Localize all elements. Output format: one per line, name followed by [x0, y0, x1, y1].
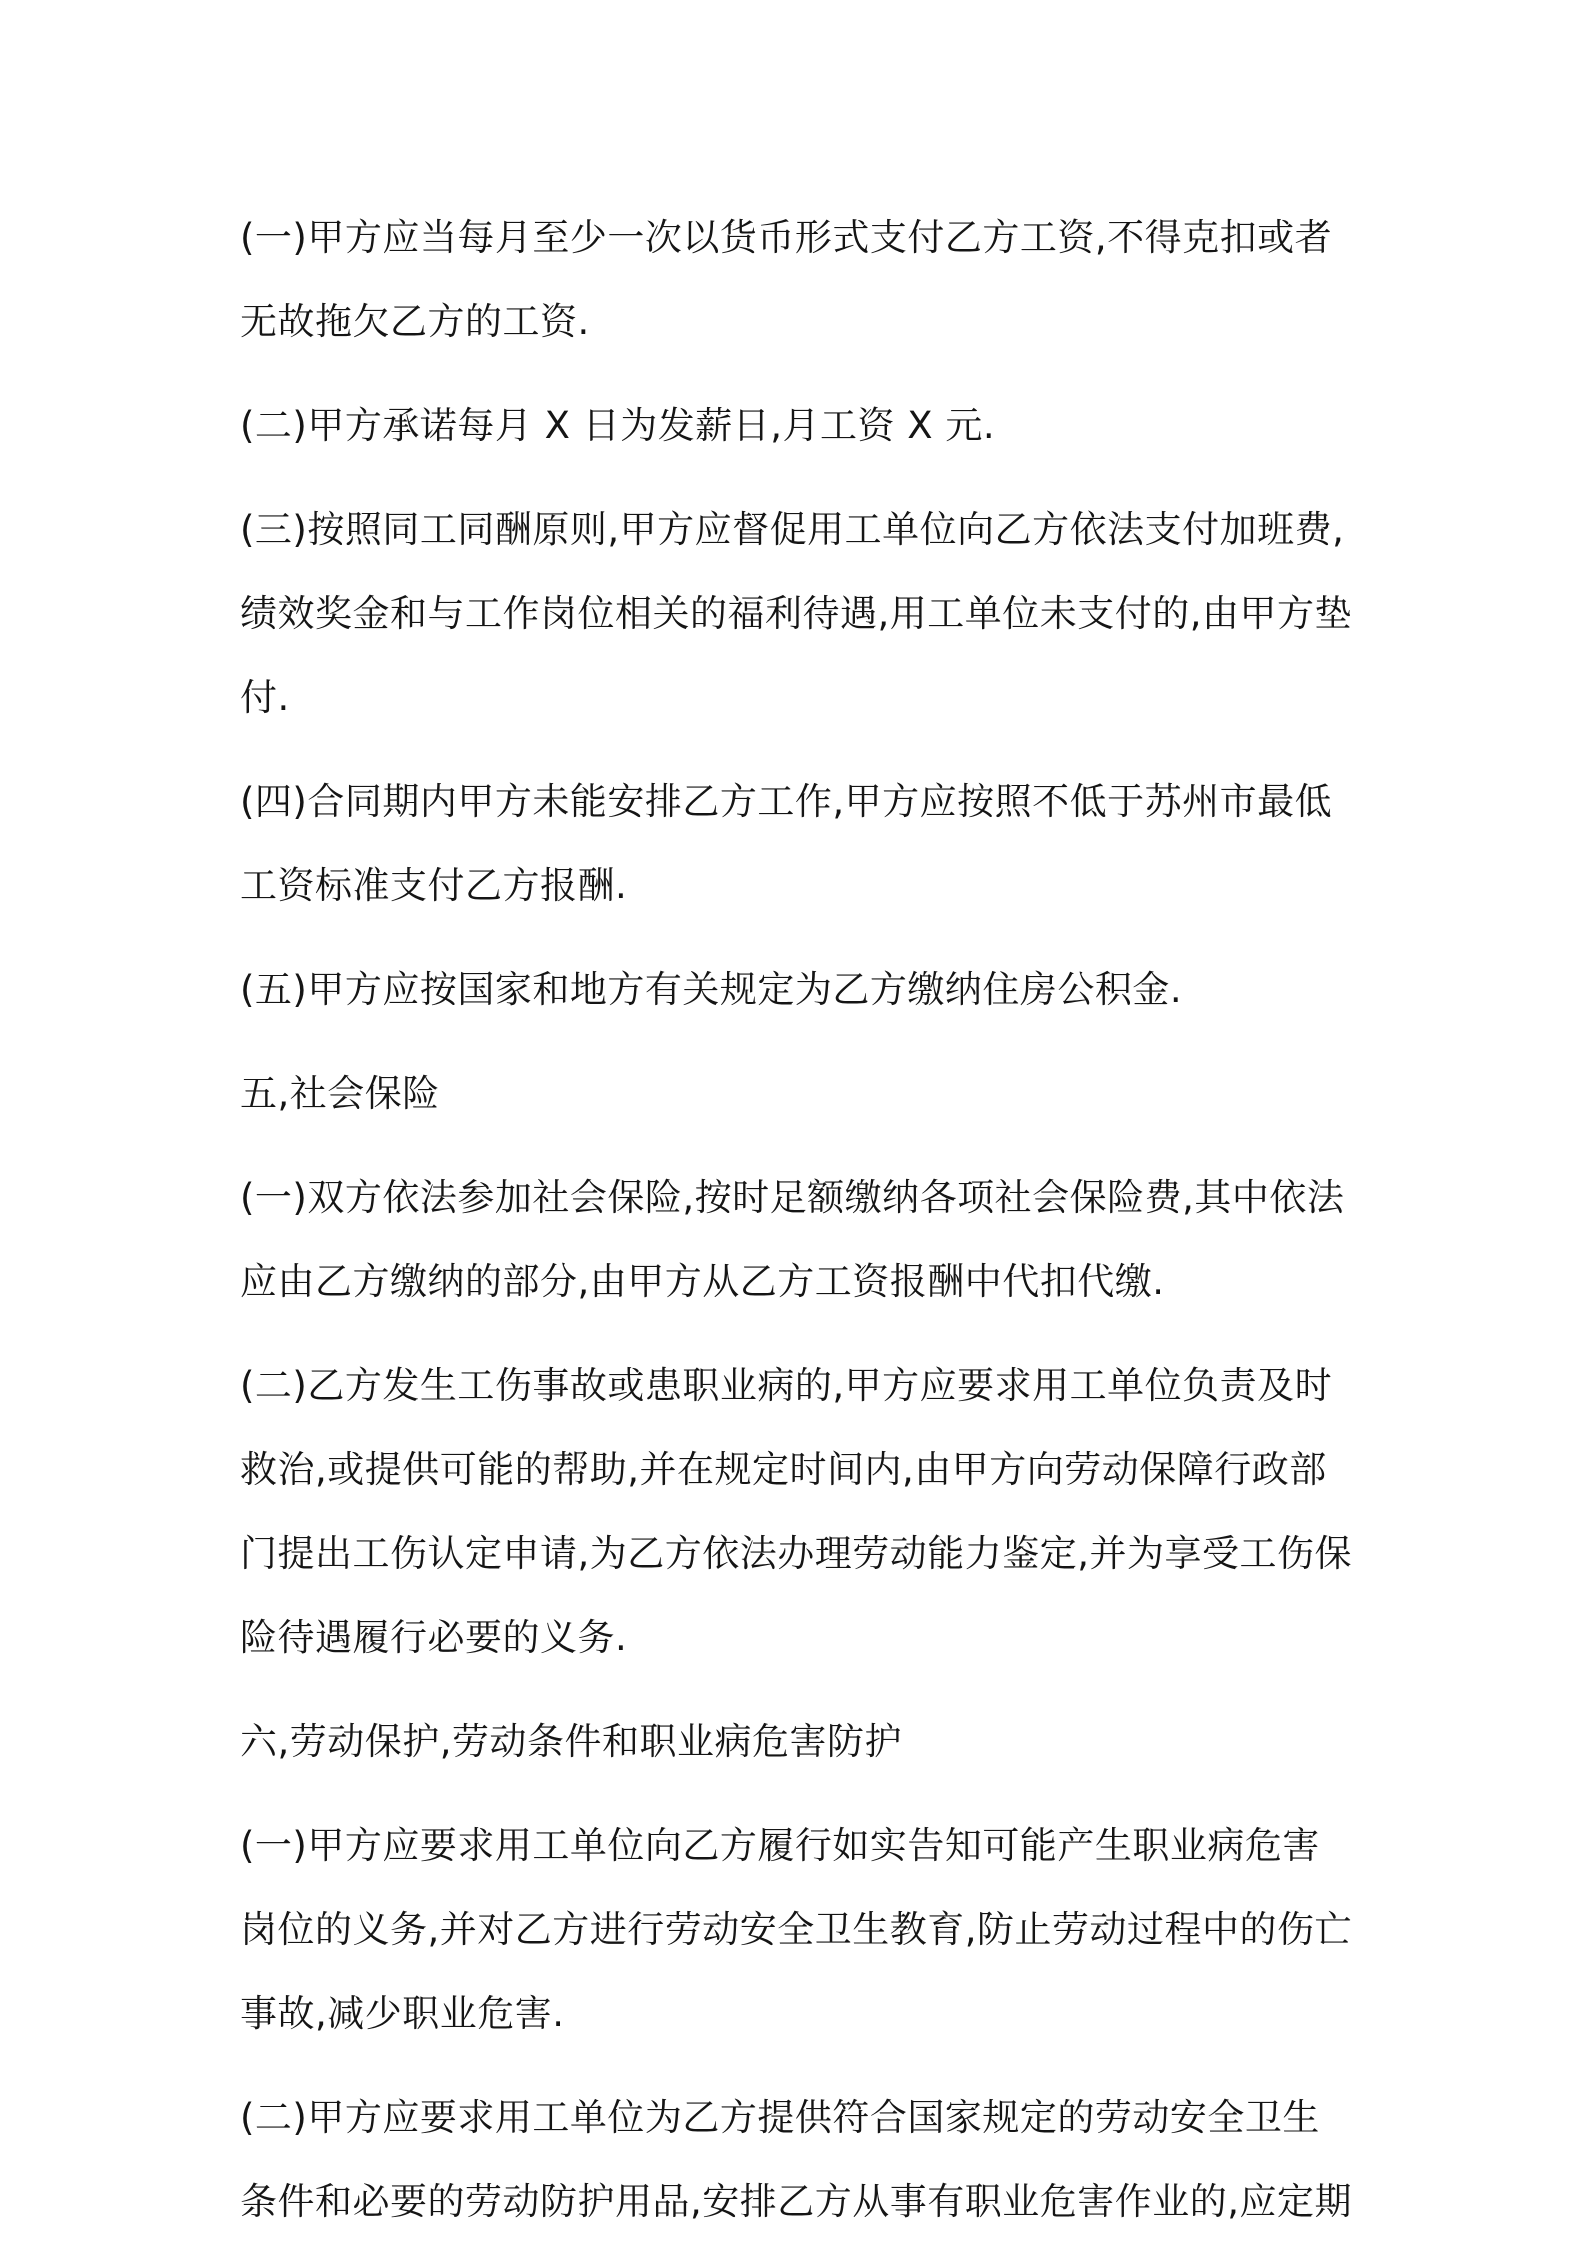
text-line: (三)按照同工同酬原则,甲方应督促用工单位向乙方依法支付加班费,	[240, 508, 1345, 551]
section-heading-labor-protection	[240, 1700, 1360, 1784]
text-line: (二)甲方应要求用工单位为乙方提供符合国家规定的劳动安全卫生	[240, 2096, 1320, 2139]
heading-text: 五,社会保险	[240, 1072, 440, 1115]
document-body	[240, 196, 1360, 2264]
paragraph-equal-pay	[240, 488, 1360, 740]
text-line: 工资标准支付乙方报酬.	[240, 864, 628, 907]
text-line: (二)乙方发生工伤事故或患职业病的,甲方应要求用工单位负责及时	[240, 1364, 1333, 1407]
text-line: (二)甲方承诺每月 X 日为发薪日,月工资 X 元.	[240, 404, 996, 447]
text-line: 条件和必要的劳动防护用品,安排乙方从事有职业危害作业的,应定期	[240, 2180, 1353, 2223]
text-line: 事故,减少职业危害.	[240, 1992, 565, 2035]
text-line: 救治,或提供可能的帮助,并在规定时间内,由甲方向劳动保障行政部	[240, 1448, 1327, 1491]
paragraph-payday	[240, 384, 1360, 468]
paragraph-minimum-wage	[240, 760, 1360, 928]
text-line: (四)合同期内甲方未能安排乙方工作,甲方应按照不低于苏州市最低	[240, 780, 1333, 823]
paragraph-hazard-notification	[240, 1804, 1360, 2056]
paragraph-safety-conditions	[240, 2076, 1360, 2244]
text-line: (一)甲方应要求用工单位向乙方履行如实告知可能产生职业病危害	[240, 1824, 1320, 1867]
text-line: 无故拖欠乙方的工资.	[240, 300, 590, 343]
text-line: 应由乙方缴纳的部分,由甲方从乙方工资报酬中代扣代缴.	[240, 1260, 1165, 1303]
text-line: 付.	[240, 676, 290, 719]
text-line: (一)双方依法参加社会保险,按时足额缴纳各项社会保险费,其中依法	[240, 1176, 1345, 1219]
paragraph-insurance-contribution	[240, 1156, 1360, 1324]
text-line: (一)甲方应当每月至少一次以货币形式支付乙方工资,不得克扣或者	[240, 216, 1333, 259]
text-line: (五)甲方应按国家和地方有关规定为乙方缴纳住房公积金.	[240, 968, 1183, 1011]
paragraph-work-injury	[240, 1344, 1360, 1680]
text-line: 绩效奖金和与工作岗位相关的福利待遇,用工单位未支付的,由甲方垫	[240, 592, 1353, 635]
paragraph-housing-fund	[240, 948, 1360, 1032]
section-heading-social-insurance	[240, 1052, 1360, 1136]
heading-text: 六,劳动保护,劳动条件和职业病危害防护	[240, 1720, 903, 1763]
paragraph-wage-payment	[240, 196, 1360, 364]
text-line: 门提出工伤认定申请,为乙方依法办理劳动能力鉴定,并为享受工伤保	[240, 1532, 1353, 1575]
text-line: 岗位的义务,并对乙方进行劳动安全卫生教育,防止劳动过程中的伤亡	[240, 1908, 1353, 1951]
text-line: 险待遇履行必要的义务.	[240, 1616, 628, 1659]
